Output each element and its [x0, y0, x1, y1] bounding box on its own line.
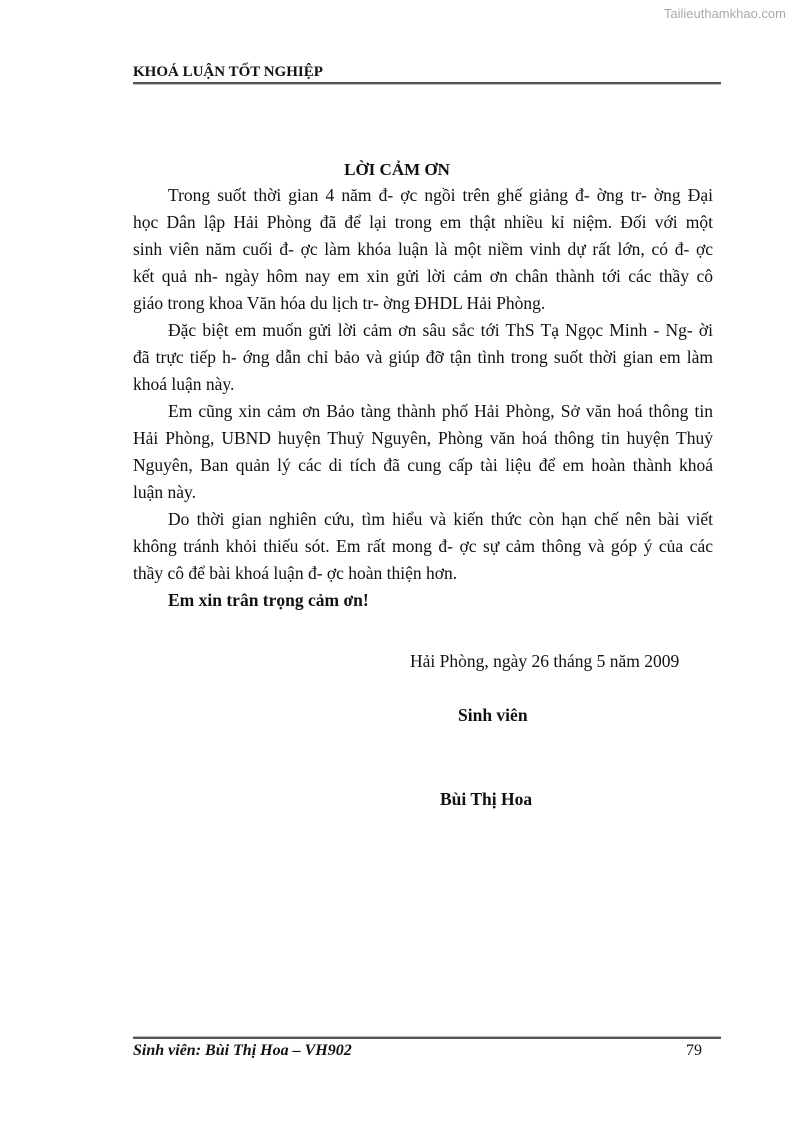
signature-role: Sinh viên: [458, 705, 528, 725]
text-line: Đặc biệt em muốn gửi lời cảm ơn sâu sắc tới ThS Tạ Ngọc Minh - Ng- ời: [168, 320, 713, 340]
text-line: thầy cô để bài khoá luận đ- ợc hoàn thiện hơn.: [133, 563, 458, 583]
page-title: LỜI CẢM ƠN: [344, 160, 450, 179]
text-line: giáo trong khoa Văn hóa du lịch tr- ờng ĐHDL Hải Phòng.: [133, 293, 546, 313]
signature-name: Bùi Thị Hoa: [440, 789, 533, 809]
text-line: Nguyên, Ban quản lý các di tích đã cung cấp tài liệu để em hoàn thành khoá: [133, 455, 713, 475]
watermark: Tailieuthamkhao.com: [663, 6, 786, 21]
text-line: Do thời gian nghiên cứu, tìm hiểu và kiến thức còn hạn chế nên bài viết: [168, 509, 713, 529]
text-line: Em cũng xin cảm ơn Bảo tàng thành phố Hải Phòng, Sở văn hoá thông tin: [168, 401, 713, 421]
text-line: Hải Phòng, UBND huyện Thuỷ Nguyên, Phòng văn hoá thông tin huyện Thuỷ: [133, 428, 713, 448]
footer-rule: [133, 1036, 721, 1039]
header-rule: [133, 82, 721, 85]
text-line: học Dân lập Hải Phòng đã để lại trong em thật nhiều kỉ niệm. Đối với một: [133, 212, 713, 232]
text-line: luận này.: [133, 482, 197, 502]
footer-author: Sinh viên: Bùi Thị Hoa – VH902: [133, 1042, 352, 1059]
running-header: KHOÁ LUẬN TỐT NGHIỆP: [133, 64, 323, 80]
text-line: kết quả nh- ngày hôm nay em xin gửi lời cảm ơn chân thành tới các thầy cô: [133, 266, 713, 286]
page-number: 79: [686, 1042, 702, 1059]
date-line: Hải Phòng, ngày 26 tháng 5 năm 2009: [410, 651, 680, 671]
text-line: đã trực tiếp h- ớng dẫn chỉ bảo và giúp đỡ tận tình trong suốt thời gian em làm: [133, 347, 713, 367]
text-line: khoá luận này.: [133, 374, 235, 394]
text-line: không tránh khỏi thiếu sót. Em rất mong đ- ợc sự cảm thông và góp ý của các: [133, 536, 713, 556]
text-line: Trong suốt thời gian 4 năm đ- ợc ngồi trên ghế giảng đ- ờng tr- ờng Đại: [168, 185, 713, 205]
text-line: sinh viên năm cuối đ- ợc làm khóa luận là một niềm vinh dự rất lớn, có đ- ợc: [133, 239, 713, 259]
text-line: Em xin trân trọng cảm ơn!: [168, 590, 369, 610]
